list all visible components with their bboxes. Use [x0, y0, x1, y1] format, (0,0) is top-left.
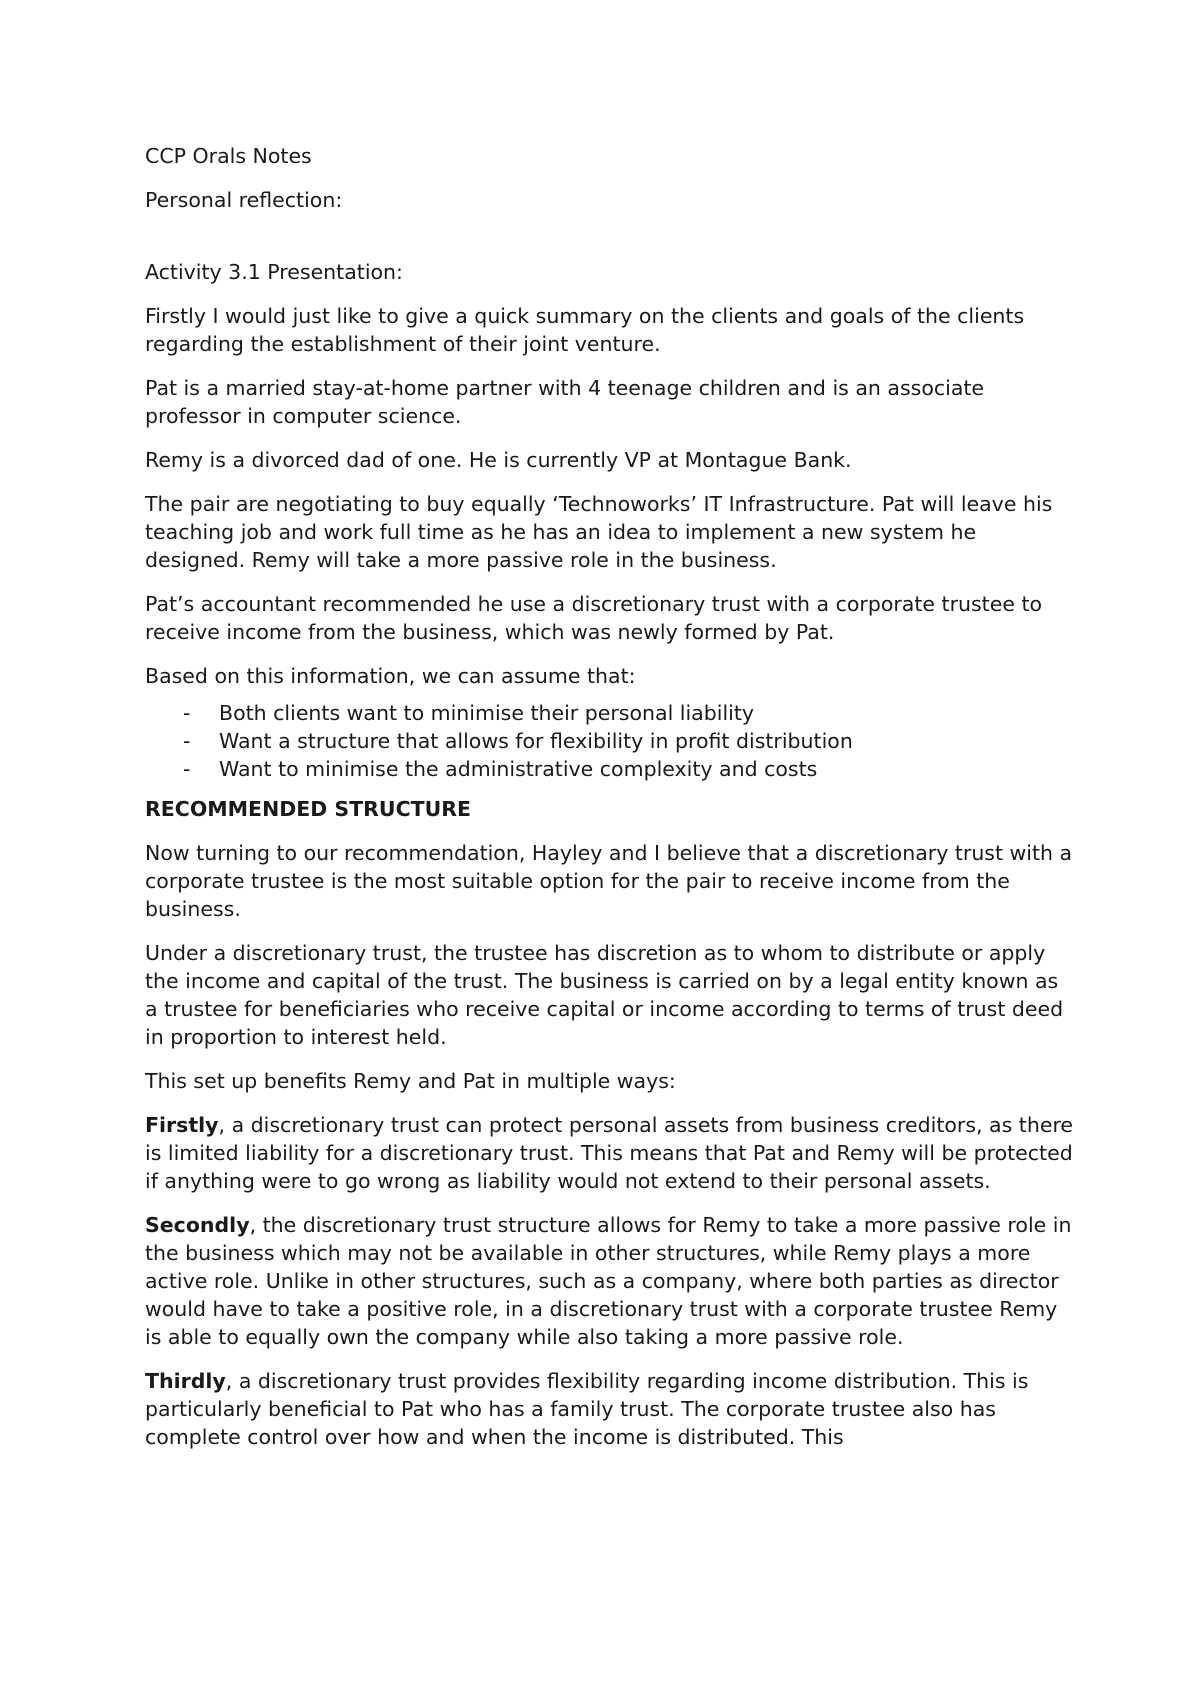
list-item: - Want a structure that allows for flexibility in profit distribution [183, 729, 853, 753]
benefit-lead: Secondly [145, 1213, 250, 1237]
pat-paragraph: Pat is a married stay-at-home partner with 4 teenage children and is an associate professor in computer science. [145, 376, 985, 428]
document-title: CCP Orals Notes [145, 144, 312, 168]
blank-line [145, 226, 1075, 258]
accountant-paragraph: Pat’s accountant recommended he use a discretionary trust with a corporate trustee to receive income from the business, which was newly formed by Pat. [145, 592, 1043, 644]
summary-paragraph: Firstly I would just like to give a quick summary on the clients and goals of the clients regarding the establishment of their joint venture. [145, 304, 1025, 356]
list-item: - Both clients want to minimise their personal liability [183, 701, 755, 725]
list-item: - Want to minimise the administrative complexity and costs [183, 757, 818, 781]
assumption-list [145, 699, 1075, 783]
benefit-lead: Firstly [145, 1113, 219, 1137]
activity-heading: Activity 3.1 Presentation: [145, 260, 403, 284]
remy-paragraph: Remy is a divorced dad of one. He is currently VP at Montague Bank. [145, 448, 852, 472]
benefit-paragraph-thirdly: Thirdly, a discretionary trust provides flexibility regarding income distribution. This is particularly beneficial to Pat who has a family trust. The corporate trustee also has complete control over how and when the income is distributed. This [145, 1369, 1029, 1449]
negotiation-paragraph: The pair are negotiating to buy equally ‘Technoworks’ IT Infrastructure. Pat will leave his teaching job and work full time as he has an idea to implement a new system he designed. Remy will take a more passive role in the business. [145, 492, 1053, 572]
recommended-structure-heading: RECOMMENDED STRUCTURE [145, 797, 472, 821]
assumption-intro: Based on this information, we can assume that: [145, 664, 636, 688]
recommendation-paragraph: Now turning to our recommendation, Hayley and I believe that a discretionary trust with a corporate trustee is the most suitable option for the pair to receive income from the business. [145, 841, 1073, 921]
benefit-lead: Thirdly [145, 1369, 226, 1393]
trust-explanation-paragraph: Under a discretionary trust, the trustee has discretion as to whom to distribute or apply the income and capital of the trust. The business is carried on by a legal entity known as a trustee for beneficiaries who receive capital or income according to terms of trust deed in proportion to interest held. [145, 941, 1064, 1049]
document-body [145, 142, 1075, 1467]
benefit-paragraph-firstly: Firstly, a discretionary trust can protect personal assets from business creditors, as there is limited liability for a discretionary trust. This means that Pat and Remy will be protected if anything were to go wrong as liability would not extend to their personal assets. [145, 1113, 1074, 1193]
benefit-paragraph-secondly: Secondly, the discretionary trust structure allows for Remy to take a more passive role in the business which may not be available in other structures, while Remy plays a more active role. Unlike in other structures, such as a company, where both parties as director would have to take a positive role, in a discretionary trust with a corporate trustee Remy is able to equally own the company while also taking a more passive role. [145, 1213, 1072, 1349]
personal-reflection-label: Personal reflection: [145, 188, 343, 212]
benefits-intro: This set up benefits Remy and Pat in multiple ways: [145, 1069, 676, 1093]
